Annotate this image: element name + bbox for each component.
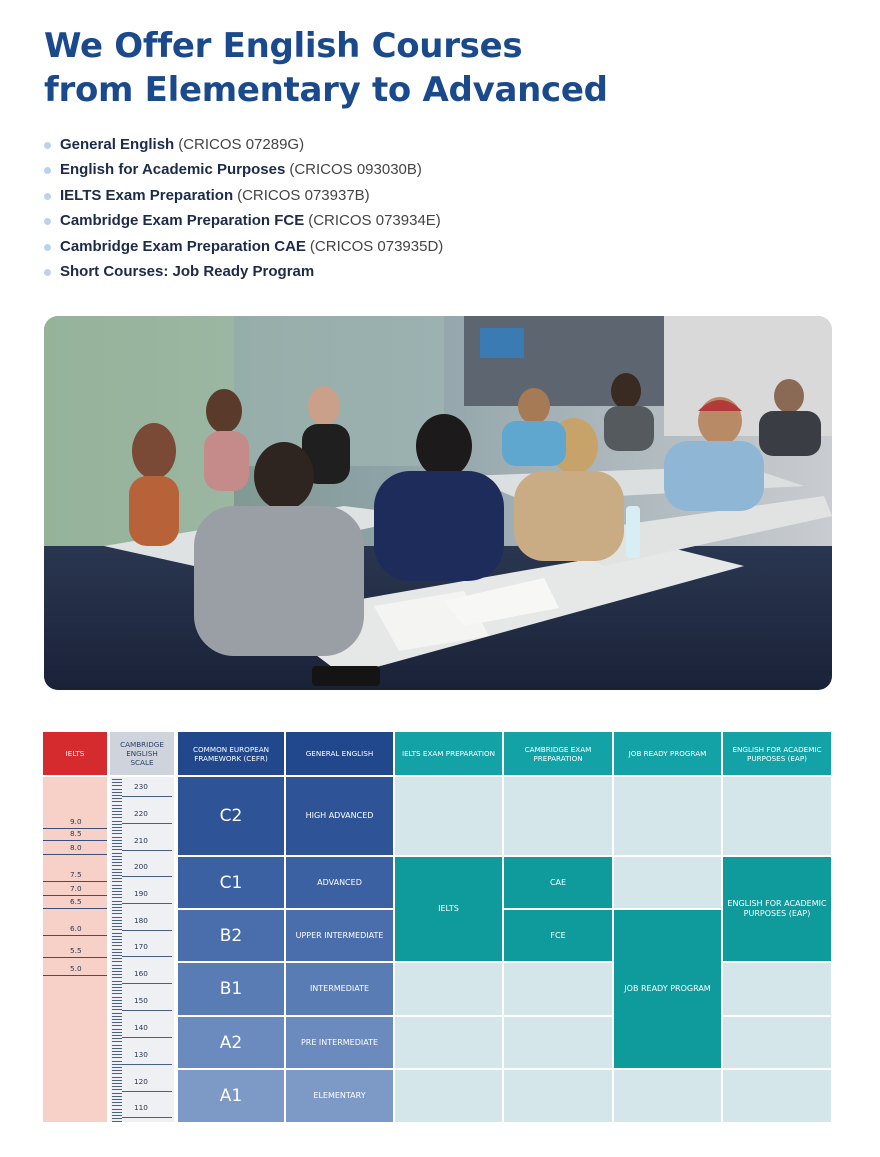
scale-tick <box>112 801 122 802</box>
scale-tick <box>112 926 122 927</box>
scale-label: 230 <box>134 782 148 791</box>
scale-tick <box>112 965 122 966</box>
scale-tick <box>112 974 122 975</box>
list-item <box>44 134 443 159</box>
scale-tick <box>112 945 122 946</box>
scale-label: 210 <box>134 836 148 845</box>
general-english-level: ADVANCED <box>286 857 393 908</box>
scale-tick <box>112 837 122 838</box>
scale-tick <box>112 862 122 863</box>
scale-tick <box>112 814 122 815</box>
scale-tick <box>112 1093 122 1094</box>
scale-tick <box>112 853 122 854</box>
general-english-level: INTERMEDIATE <box>286 963 393 1015</box>
scale-tick <box>112 1083 122 1084</box>
scale-tick <box>112 1013 122 1014</box>
empty-cell <box>723 1017 831 1068</box>
course-name: IELTS Exam Preparation <box>60 186 234 204</box>
scale-tick <box>112 798 122 799</box>
scale-tick <box>112 1025 122 1026</box>
scale-label: 160 <box>134 969 148 978</box>
empty-cell <box>395 963 502 1015</box>
scale-divider <box>122 1117 172 1118</box>
course-code: (CRICOS 073934E) <box>308 212 441 230</box>
empty-cell <box>723 777 831 855</box>
scale-tick <box>112 977 122 978</box>
scale-tick <box>112 904 122 905</box>
course-name: General English <box>60 136 175 153</box>
cefr-level-c2: C2 <box>178 777 284 855</box>
ielts-score-label: 5.5 <box>70 946 82 955</box>
scale-tick <box>112 1057 122 1058</box>
general-english-level: ELEMENTARY <box>286 1070 393 1122</box>
scale-tick <box>112 1016 122 1017</box>
scale-tick <box>112 1067 122 1068</box>
scale-tick <box>112 856 122 857</box>
scale-tick <box>112 1000 122 1001</box>
scale-label: 200 <box>134 862 148 871</box>
header-eap: ENGLISH FOR ACADEMIC PURPOSES (EAP) <box>723 732 831 775</box>
course-name: Cambridge Exam Preparation CAE <box>60 237 306 255</box>
scale-tick <box>112 971 122 972</box>
scale-tick <box>112 805 122 806</box>
scale-tick <box>112 997 122 998</box>
empty-cell <box>504 1017 612 1068</box>
scale-label: 140 <box>134 1023 148 1032</box>
ielts-divider <box>43 935 107 936</box>
scale-tick <box>112 942 122 943</box>
scale-tick <box>112 987 122 988</box>
ielts-divider <box>43 957 107 958</box>
scale-tick <box>112 1099 122 1100</box>
scale-tick <box>112 910 122 911</box>
scale-tick <box>112 885 122 886</box>
scale-tick <box>112 1041 122 1042</box>
scale-tick <box>112 1077 122 1078</box>
list-item <box>44 236 443 261</box>
header-ielts-prep: IELTS EXAM PREPARATION <box>395 732 502 775</box>
scale-tick <box>112 968 122 969</box>
scale-tick <box>112 952 122 953</box>
ielts-score-label: 5.0 <box>70 964 82 973</box>
scale-tick <box>112 782 122 783</box>
list-item <box>44 159 443 184</box>
scale-tick <box>112 817 122 818</box>
ielts-score-label: 9.0 <box>70 817 82 826</box>
ielts-divider <box>43 908 107 909</box>
scale-tick <box>112 1051 122 1052</box>
scale-tick <box>112 875 122 876</box>
empty-cell <box>614 777 721 855</box>
scale-label: 190 <box>134 889 148 898</box>
course-name: Short Courses: Job Ready Program <box>60 262 315 280</box>
scale-tick <box>112 846 122 847</box>
scale-tick <box>112 1061 122 1062</box>
empty-cell <box>504 777 612 855</box>
header-ielts: IELTS <box>43 732 107 775</box>
ielts-divider <box>43 854 107 855</box>
scale-tick <box>112 865 122 866</box>
scale-tick <box>112 792 122 793</box>
scale-divider <box>122 956 172 957</box>
scale-tick <box>112 824 122 825</box>
scale-tick <box>112 913 122 914</box>
course-code: (CRICOS 07289G) <box>178 136 305 153</box>
classroom-photo <box>44 316 832 690</box>
scale-tick <box>112 958 122 959</box>
ielts-divider <box>43 975 107 976</box>
header-job-ready: JOB READY PROGRAM <box>614 732 721 775</box>
scale-tick <box>112 929 122 930</box>
scale-tick <box>112 1080 122 1081</box>
scale-tick <box>112 881 122 882</box>
ielts-divider <box>43 895 107 896</box>
empty-cell <box>395 1070 502 1122</box>
scale-divider <box>122 796 172 797</box>
empty-cell <box>614 1070 721 1122</box>
scale-tick <box>112 1009 122 1010</box>
scale-tick <box>112 981 122 982</box>
scale-tick <box>112 785 122 786</box>
scale-divider <box>122 903 172 904</box>
cefr-level-a1: A1 <box>178 1070 284 1122</box>
block-eap: ENGLISH FOR ACADEMIC PURPOSES (EAP) <box>723 857 831 961</box>
scale-tick <box>112 897 122 898</box>
scale-label: 120 <box>134 1077 148 1086</box>
scale-tick <box>112 1109 122 1110</box>
scale-tick <box>112 811 122 812</box>
scale-tick <box>112 1102 122 1103</box>
scale-tick <box>112 779 122 780</box>
scale-tick <box>112 830 122 831</box>
scale-tick <box>112 990 122 991</box>
cefr-level-a2: A2 <box>178 1017 284 1068</box>
scale-tick <box>112 1105 122 1106</box>
cefr-level-c1: C1 <box>178 857 284 908</box>
ielts-divider <box>43 840 107 841</box>
scale-tick <box>112 901 122 902</box>
scale-tick <box>112 859 122 860</box>
scale-tick <box>112 984 122 985</box>
course-name: English for Academic Purposes <box>60 161 286 179</box>
scale-tick <box>112 1038 122 1039</box>
scale-tick <box>112 1032 122 1033</box>
scale-tick <box>112 1045 122 1046</box>
course-code: (CRICOS 073937B) <box>237 186 370 204</box>
title-line-1: We Offer English Courses <box>44 26 523 66</box>
scale-label: 170 <box>134 942 148 951</box>
scale-divider <box>122 1010 172 1011</box>
course-code: (CRICOS 073935D) <box>309 237 444 255</box>
scale-tick <box>112 1029 122 1030</box>
scale-divider <box>122 1064 172 1065</box>
scale-tick <box>112 1096 122 1097</box>
empty-cell <box>723 963 831 1015</box>
scale-tick <box>112 933 122 934</box>
scale-tick <box>112 1064 122 1065</box>
block-cae: CAE <box>504 857 612 908</box>
scale-tick <box>112 872 122 873</box>
scale-tick <box>112 1006 122 1007</box>
scale-divider <box>122 823 172 824</box>
scale-tick <box>112 1022 122 1023</box>
list-item <box>44 261 443 286</box>
scale-divider <box>122 1091 172 1092</box>
scale-tick <box>112 827 122 828</box>
scale-tick <box>112 795 122 796</box>
empty-cell <box>723 1070 831 1122</box>
list-item <box>44 210 443 235</box>
scale-tick <box>112 789 122 790</box>
list-item <box>44 185 443 210</box>
scale-tick <box>112 1115 122 1116</box>
scale-tick <box>112 939 122 940</box>
scale-tick <box>112 891 122 892</box>
scale-tick <box>112 1086 122 1087</box>
header-general-english: GENERAL ENGLISH <box>286 732 393 775</box>
empty-cell <box>504 1070 612 1122</box>
scale-tick <box>112 1003 122 1004</box>
block-ielts: IELTS <box>395 857 502 961</box>
scale-tick <box>112 869 122 870</box>
course-list <box>44 134 443 286</box>
general-english-level: HIGH ADVANCED <box>286 777 393 855</box>
scale-tick <box>112 993 122 994</box>
scale-tick <box>112 949 122 950</box>
scale-divider <box>122 850 172 851</box>
course-name: Cambridge Exam Preparation FCE <box>60 212 305 230</box>
scale-tick <box>112 894 122 895</box>
empty-cell <box>395 1017 502 1068</box>
scale-tick <box>112 821 122 822</box>
empty-cell <box>614 857 721 908</box>
scale-tick <box>112 1121 122 1122</box>
ielts-score-label: 8.0 <box>70 843 82 852</box>
cefr-level-b2: B2 <box>178 910 284 961</box>
scale-tick <box>112 833 122 834</box>
scale-label: 180 <box>134 916 148 925</box>
scale-tick <box>112 1089 122 1090</box>
course-code: (CRICOS 093030B) <box>289 161 422 179</box>
ielts-score-label: 7.0 <box>70 884 82 893</box>
ielts-score-label: 6.0 <box>70 924 82 933</box>
photo-illustration <box>44 316 832 690</box>
scale-tick <box>112 808 122 809</box>
scale-tick <box>112 1112 122 1113</box>
ielts-score-label: 6.5 <box>70 897 82 906</box>
scale-tick <box>112 888 122 889</box>
header-cefr: COMMON EUROPEAN FRAMEWORK (CEFR) <box>178 732 284 775</box>
scale-divider <box>122 930 172 931</box>
scale-tick <box>112 1054 122 1055</box>
block-fce: FCE <box>504 910 612 961</box>
scale-tick <box>112 936 122 937</box>
scale-label: 150 <box>134 996 148 1005</box>
scale-tick <box>112 1019 122 1020</box>
scale-tick <box>112 917 122 918</box>
scale-tick <box>112 961 122 962</box>
scale-tick <box>112 923 122 924</box>
title-line-2: from Elementary to Advanced <box>44 70 608 110</box>
scale-tick <box>112 955 122 956</box>
scale-tick <box>112 878 122 879</box>
scale-divider <box>122 1037 172 1038</box>
ielts-score-label: 7.5 <box>70 870 82 879</box>
scale-tick <box>112 843 122 844</box>
scale-tick <box>112 907 122 908</box>
scale-tick <box>112 1118 122 1119</box>
scale-label: 220 <box>134 809 148 818</box>
scale-divider <box>122 876 172 877</box>
cefr-level-b1: B1 <box>178 963 284 1015</box>
scale-label: 130 <box>134 1050 148 1059</box>
scale-tick <box>112 849 122 850</box>
empty-cell <box>395 777 502 855</box>
scale-tick <box>112 1048 122 1049</box>
scale-divider <box>122 983 172 984</box>
ielts-score-label: 8.5 <box>70 829 82 838</box>
ielts-divider <box>43 881 107 882</box>
general-english-level: PRE INTERMEDIATE <box>286 1017 393 1068</box>
scale-label: 110 <box>134 1103 148 1112</box>
empty-cell <box>504 963 612 1015</box>
scale-tick <box>112 840 122 841</box>
scale-tick <box>112 1070 122 1071</box>
scale-tick <box>112 1073 122 1074</box>
scale-tick <box>112 920 122 921</box>
header-cambridge-prep: CAMBRIDGE EXAM PREPARATION <box>504 732 612 775</box>
page-title <box>44 24 608 112</box>
scale-tick <box>112 1035 122 1036</box>
general-english-level: UPPER INTERMEDIATE <box>286 910 393 961</box>
block-job-ready: JOB READY PROGRAM <box>614 910 721 1068</box>
header-cambridge-scale: CAMBRIDGE ENGLISH SCALE <box>110 732 174 775</box>
